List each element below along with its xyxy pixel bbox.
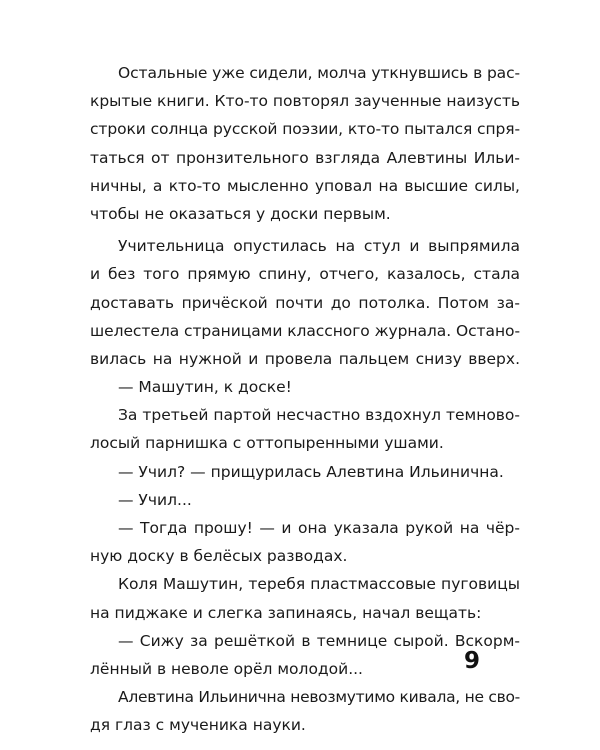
text-line: ную доску в белёсых разводах. <box>90 547 348 566</box>
text-line: лённый в неволе орёл молодой... <box>90 659 363 678</box>
text-line: шелестела страницами классного журнала. Остано- <box>90 321 520 340</box>
text-line: крытые книги. Кто-то повторял заученные наизусть <box>90 92 520 111</box>
text-line: таться от пронзительного взгляда Алевтины Ильи- <box>90 148 520 167</box>
body-text <box>90 59 520 740</box>
text-line: лосый парнишка с оттопыренными ушами. <box>90 434 444 453</box>
text-line: на пиджаке и слегка запинаясь, начал вещать: <box>90 603 482 622</box>
text-line: — Учил... <box>118 490 192 509</box>
text-line: — Учил? — прищурилась Алевтина Ильинична. <box>118 462 504 481</box>
text-line: — Сижу за решёткой в темнице сырой. Вскорм- <box>118 631 520 650</box>
text-line: Коля Машутин, теребя пластмассовые пуговицы <box>118 575 520 594</box>
page-number: 9 <box>463 648 480 674</box>
text-line: дя глаз с мученика науки. <box>90 716 306 735</box>
text-line: Остальные уже сидели, молча уткнувшись в рас- <box>118 64 520 82</box>
text-line: — Тогда прошу! — и она указала рукой на чёр- <box>118 519 520 537</box>
text-line: вилась на нужной и провела пальцем снизу вверх. <box>90 349 520 368</box>
text-line: — Машутин, к доске! <box>118 378 292 397</box>
text-line: Алевтина Ильинична невозмутимо кивала, не сво- <box>118 688 520 707</box>
text-line: ничны, а кто-то мысленно уповал на высшие силы, <box>90 176 520 195</box>
text-line: За третьей партой несчастно вздохнул темново- <box>118 406 520 425</box>
text-line: чтобы не оказаться у доски первым. <box>90 204 391 223</box>
text-line: строки солнца русской поэзии, кто-то пытался спря- <box>90 120 520 139</box>
text-line: и без того прямую спину, отчего, казалось, стала <box>90 265 520 284</box>
text-line: доставать причёской почти до потолка. Потом за- <box>90 293 520 312</box>
text-line: Учительница опустилась на стул и выпрямила <box>118 237 520 256</box>
